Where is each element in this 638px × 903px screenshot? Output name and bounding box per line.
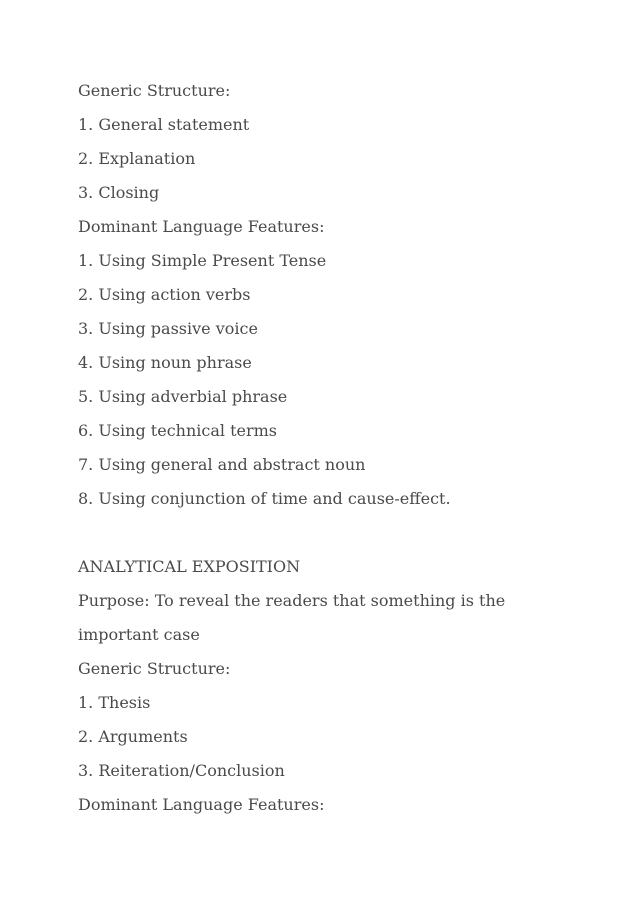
language-features-label: Dominant Language Features: [78, 217, 325, 236]
list-item: 3. Using passive voice [78, 319, 258, 338]
language-features-label: Dominant Language Features: [78, 795, 325, 814]
document-body [78, 76, 598, 824]
list-item: 8. Using conjunction of time and cause-effect. [78, 489, 451, 508]
purpose-line: important case [78, 625, 200, 644]
list-item: 1. Using Simple Present Tense [78, 251, 327, 270]
list-item: 2. Arguments [78, 727, 188, 746]
list-item: 2. Using action verbs [78, 285, 251, 304]
generic-structure-label: Generic Structure: [78, 659, 231, 678]
list-item: 1. Thesis [78, 693, 151, 712]
list-item: 6. Using technical terms [78, 421, 278, 440]
list-item: 3. Closing [78, 183, 160, 202]
section-heading: ANALYTICAL EXPOSITION [78, 557, 301, 576]
generic-structure-label: Generic Structure: [78, 81, 231, 100]
list-item: 5. Using adverbial phrase [78, 387, 288, 406]
list-item: 1. General statement [78, 115, 250, 134]
list-item: 7. Using general and abstract noun [78, 455, 366, 474]
list-item: 3. Reiteration/Conclusion [78, 761, 285, 780]
list-item: 2. Explanation [78, 149, 196, 168]
paragraph-spacer [78, 518, 598, 552]
purpose-line: Purpose: To reveal the readers that something is the [78, 591, 506, 610]
list-item: 4. Using noun phrase [78, 353, 252, 372]
